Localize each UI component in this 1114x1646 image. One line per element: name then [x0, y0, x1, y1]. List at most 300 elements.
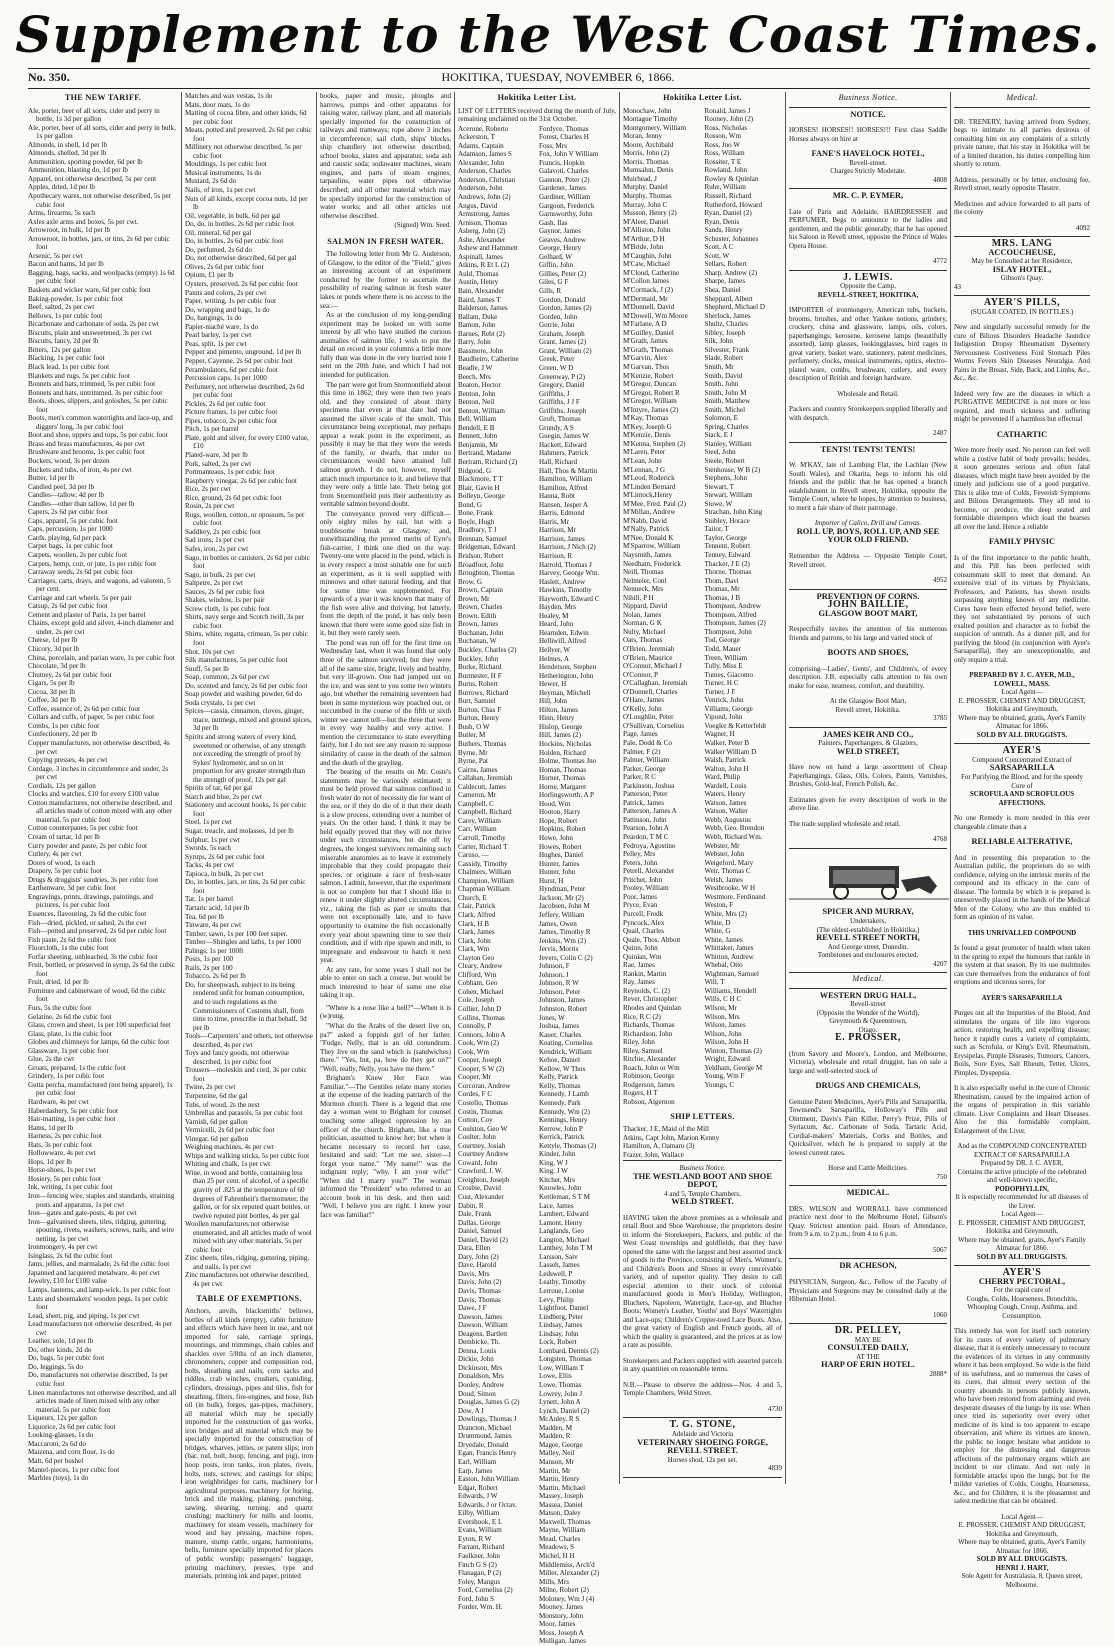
letter-name: Brown, Charles: [458, 603, 503, 612]
letter-name: M'Kenna, Stephen (2): [623, 439, 686, 448]
letter-name: Neill, Thomas: [623, 568, 664, 577]
salmon-paragraph: The parr were got from Stormontfield about this time in 1862; they were then two years old, and they consisted of about thirty specimens that even at that date had not assumed the silver scale of the smolt. This circumstance being exceptional, may perhaps appear a weak point in the experiment, as possibly it may be that they were the weeds of the family, or dwarfs, that under no circumstances would have attained full salmon growth. I do not, however, myself attach much importance to it, and believe that they were only a little late. Their being got from Stormontfield puts their authenticity as veritable salmon beyond doubt.: [320, 380, 451, 509]
tariff-item: Candied peel, 3d per lb: [28, 482, 94, 491]
eymer-number: 4772: [933, 257, 947, 266]
salmon-paragraph: The conveyance proved very difficult—only eighty miles by rail, but with a troublesome break at Glasgow; and, notwithstanding the proved merits of Eyre's fish-carrier, I think one died on the way. Twenty-one were placed in the pond, which is in every respect a most suitable one for such an experiment, as it is well supplied with minnows and other natural feeding, and that for some time was supplemented. For upwards of a year it was known that many of the fish were alive and thriving, but latterly, from the depth of the pond, it has only been known that there were some good size fish in it, but they were rarely seen.: [320, 509, 451, 638]
tariff-item: Cards, playing, 6d per pack: [28, 533, 107, 542]
letter-name: Voegler & Ketterfeldt: [704, 721, 767, 730]
letter-name: Steel, John: [704, 448, 736, 457]
article-column: [320, 92, 451, 1482]
letter-name: Connolly, P: [458, 1022, 492, 1031]
letter-name: Stephens, John: [704, 474, 748, 483]
sars-body2: And in presenting this preparation to the Australian public, the proprietors do so with confidence, relying on the intrinsic merits of the compound and its efficacy in the cure of disease. The formula by which it is prepared is unreservedly placed in the hands of the Medical Men of the Colony, who are thus enabled to form an opinion of its value.: [954, 853, 1090, 922]
letter-name: Horlingsworth, A P: [539, 791, 594, 800]
letter-name: Pryce, Evan: [623, 901, 658, 910]
letter-name: Hamilton, William: [539, 475, 593, 484]
letter-name: Chapman William: [458, 885, 510, 894]
jokes-section: [320, 1004, 451, 1220]
letter-name: Kerrow, John P: [539, 1124, 583, 1133]
letter-name: Earp, James: [458, 1466, 493, 1475]
letter-name: Langton, Michael: [539, 1235, 590, 1244]
letter-name: Heard, John: [539, 620, 574, 629]
tariff-item: Candles—tallow, 4d per lb: [28, 491, 104, 500]
letter-name: Lace, James: [539, 1201, 574, 1210]
letter-name: Vipond, John: [704, 713, 743, 722]
tariff-item: Tinware, 4s per cwt: [185, 921, 242, 930]
letter-name: Graham, Joseph: [539, 329, 585, 338]
tariff-item: Jams, jellies, and marmalade, 2s 6d the cubic foot: [28, 1260, 170, 1269]
letter-name: Brown, Mr: [458, 594, 490, 603]
tariff-item: Grindery, 1s per cubic foot: [28, 1072, 105, 1081]
letter-name: Hall, Richard: [539, 457, 578, 466]
tariff-item: Cheese, 1d per lb: [28, 636, 78, 645]
letter-name: Byrne, Pat: [458, 757, 488, 766]
letter-name: Dabin, R: [458, 1201, 484, 1210]
letter-name: Murray, John C: [623, 200, 668, 209]
stone-sub: Adelaide and Victoria: [671, 1430, 734, 1438]
letter-name: Palmer, F (2): [623, 747, 661, 756]
letter-name: Costello, Thomas: [458, 1098, 508, 1107]
letter-name: Greenway, P (2): [539, 372, 585, 381]
letter-name: Rooney, John (2): [704, 115, 754, 124]
letter-name: Benjamin, Mr: [458, 440, 498, 449]
tariff-item: Oil, vegetable, in bulk, 6d per gal: [185, 211, 281, 220]
letter-name: Muirhead, J: [623, 174, 657, 183]
spicer-street: REVELL STREET NORTH,: [816, 933, 920, 943]
tariff-item: Bonnets and hats, trimmed, 5s per cubic foot: [28, 380, 156, 389]
column-divider: [454, 92, 455, 1484]
letter-name: Stack, E J: [704, 431, 733, 440]
letter-name: Stewart, T: [704, 482, 734, 491]
letter-name: Lasseh, James: [539, 1261, 580, 1270]
tariff-item: Coffee, 3d per lb: [28, 696, 76, 705]
letter-name: O'Kelly, John: [623, 704, 662, 713]
letter-name: O'Brien, Maurice: [623, 653, 673, 662]
letter-name: Giles, G F: [539, 278, 569, 287]
letter-name: Strachan, John King: [704, 508, 763, 517]
cherry-list: Coughs, Colds, Hoarseness, Bronchitis, Whooping Cough, Croup, Asthma, and Consumption.: [966, 1294, 1078, 1320]
baillie-foot: Revell street, Hokitika.: [835, 705, 901, 714]
letter-name: Mumsalun, Denis: [623, 166, 674, 175]
stone-street: REVELL STREET.: [667, 1446, 738, 1456]
letter-name: Evershook, E L: [458, 1517, 503, 1526]
letter-name: Mooney, James: [539, 1603, 584, 1612]
letter-name: Rever, Christopher: [623, 995, 677, 1004]
letter-name: Davis, Thomas: [458, 1287, 501, 1296]
sars-for: For Purifying the Blood, and for the speedy Cure of: [960, 773, 1084, 790]
letter-name: Alexander, John: [458, 158, 505, 167]
letter-name: Caldecutt, James: [458, 782, 507, 791]
tariff-item: Blankets and rugs, 5s per cubic foot: [28, 371, 130, 380]
tariff-item: Pepper and pimento, unground, 1d per lb: [185, 348, 302, 357]
letter-name: Hunter, James: [539, 859, 580, 868]
tariff-item: Chutney, 2s 6d per cubic foot: [28, 670, 112, 679]
letter-name: Hockins, Nicholas: [539, 740, 592, 749]
top-rule: [28, 68, 1090, 69]
letter-name: Cleary, Andrew: [458, 962, 503, 971]
letter-name: Clark, John: [458, 936, 491, 945]
letter-name: Kennedy, J Lamb: [539, 1090, 589, 1099]
letter-name: Burrows, Richard: [458, 688, 509, 697]
letter-name: Gargoon, Frederick: [539, 201, 595, 210]
letter-name: Nihill, P H: [623, 593, 654, 602]
tariff-item: Paper, writing, 1s per cubic foot: [185, 297, 276, 306]
letter-name: Massey, Joseph: [539, 1492, 584, 1501]
letter-name: Nippard, David: [623, 602, 668, 611]
letter-name: M'Lennan, J G: [623, 465, 666, 474]
letter-name: Watson, Walter: [704, 807, 748, 816]
salmon-paragraph: As at the conclusion of my long-pending experiment may be looked on with some interest by all who have studied the curious anomalies of salmon life, I wish to put the detail on record in your columns a little more fully than was done in the very hurried note I sent on the 20th June, and which I had not intended for publication.: [320, 311, 451, 379]
sars-agent: Local Agent—: [1001, 1210, 1043, 1219]
tariff-item: Caps, apparel, 5s per cubic foot: [28, 516, 118, 525]
tariff-item: Shirts, white, regatta, crimean, 5s per cubic foot: [185, 630, 308, 647]
ayer-prep: PREPARED BY J. C. AYER, M.D., LOWELL, MASS.: [969, 671, 1075, 688]
tariff-item: Do, not otherwise described, 6d per gal: [185, 254, 297, 263]
letter-name: O'Sullivan, Cornelius: [623, 721, 685, 730]
tariff-item: Soap, common, 2s 6d per cwt: [185, 673, 270, 682]
letter-name: Cassidy, Timothy: [458, 859, 508, 868]
letter-name: Forder, Wm. H.: [458, 1603, 503, 1612]
header-rule: [28, 88, 1090, 89]
tariff-item: Screw cloth, 1s per cubic foot: [185, 604, 270, 613]
letter-name: O'Connor, Michael J: [623, 662, 682, 671]
tariff-item: Matches and wax vestas, 1s do: [185, 92, 273, 100]
letter-name: M'Farlane, A D: [623, 320, 667, 329]
letter-name: Poor, James: [623, 892, 657, 901]
letter-name: Grant, William (2): [539, 346, 592, 355]
letter-name: Haslett, Andrew: [539, 577, 586, 586]
tariff-item: Rosin, 2s per cwt: [185, 502, 235, 511]
letter-name: Sharp, Andrew (2): [704, 268, 758, 277]
letter-name: Barnes, Rebt (2): [458, 329, 505, 338]
tariff-item: Glassware, 1s per cubic foot: [28, 1046, 109, 1055]
letter-name: Clayton Geo: [458, 953, 495, 962]
letter-name: Boyle, Hugh: [458, 517, 495, 526]
letter-name: Connors, John A: [458, 1030, 506, 1039]
letter-name: Grundy, A S: [539, 423, 574, 432]
letter-name: Courtney Andrew: [458, 1150, 509, 1159]
letter-name: Treen, William: [704, 653, 748, 662]
letter-name: Bridgeman, Edward: [458, 543, 516, 552]
letter-names-left: [458, 125, 535, 1646]
medical-heading-2: Medical.: [1006, 93, 1038, 102]
tariff-item: Varnish, 6d per gallon: [185, 1117, 248, 1126]
sars-sub: Compound Concentrated Extract of: [972, 755, 1072, 764]
sars-name: AYER'S: [1002, 745, 1042, 757]
letter-name: Burton, Chas F: [458, 705, 502, 714]
letter-name: Egan, Francis Henry: [458, 1449, 517, 1458]
letter-name: Dara, Ellen: [458, 1244, 491, 1253]
tariff-item: Matting of cocoa fibre, and other kinds, 6d per cubic foot: [185, 109, 307, 126]
salmon-paragraph: The pond was run off for the first time on Wednesday last, when it was found that only three of the salmon survived; but they were all of the same size, bright, lively and healthy, but very ill-grown. One had jumped out on the ice, and was sent to you some two winters ago, but whether the remaining seventeen had been in some mysterious way poached out, or succumbed in the course of the fifth or sixth winter we cannot tell—but the three that were in every way healthy and very active. I mention the circumstance to state everything fairly, but I do not see any reason to suppose similarity of cause in the death of the salmon and the death of the grayling.: [320, 638, 451, 767]
exemptions-heading: TABLE OF EXEMPTIONS.: [196, 1293, 302, 1303]
letter-name: Earl, William: [458, 1457, 497, 1466]
tariff-item: Mantel-pieces, 1s per cubic foot: [28, 1465, 120, 1474]
letter-name: Whittaker, James: [704, 944, 754, 953]
letter-name: Venrick, John: [704, 696, 744, 705]
tariff-item: Do, bags, 5s per cubic foot: [28, 1354, 105, 1363]
letter-name: Lambert, Edward: [539, 1210, 589, 1219]
letter-name: Geaves, Andrew: [539, 235, 586, 244]
letter-name: Hayworth, Edward C: [539, 594, 600, 603]
lewis-name: J. LEWIS.: [843, 271, 893, 283]
baillie-goods: BOOTS AND SHOES,: [827, 648, 909, 658]
letter-name: Todd, Mauer: [704, 645, 742, 653]
letter-name: Spring, Charles: [704, 422, 749, 431]
letter-name: O'Hare, James: [623, 696, 665, 705]
pelley-hotel: HARP OF ERIN HOTEL.: [821, 1360, 915, 1370]
letter-name: Clair, Patrick: [458, 902, 496, 911]
lewis-body: IMPORTER of ironmongery, American tubs, buckets, brooms, brushes, and other Yankee notions, grindery, crockery, china and glassware, lamps, oils, colors, paperhangings, kerosene, kerosene lamps (beautifully assorted), lamp glasses, lookingglasses, bird cages in great variety, basket ware, stationery, patent medicines, perfumery, clocks, musical instruments, optics, electro-plated ware, combs, brushware, cutlery, and every description of British and foreign hardware.: [789, 306, 947, 383]
cherry-where: Where may be obtained, gratis, Ayer's Family Almanac for 1866.: [958, 1538, 1086, 1555]
tariff-item: Pickles, 2s 6d per cubic foot: [185, 399, 266, 408]
letter-name: Pale, Dodd & Co: [623, 739, 672, 748]
cherry-title: CHERRY PECTORAL,: [978, 1276, 1066, 1286]
letter-name: Dembicke, Th.: [458, 1338, 501, 1347]
letter-name: Rossiter, T E: [704, 157, 742, 166]
business-notices-column: [789, 92, 947, 1482]
tariff-item: Hams, 1d per lb: [28, 1123, 74, 1132]
letter-name: Kitcher, Mrs: [539, 1175, 575, 1184]
letter-name: Davis, Mrs: [458, 1269, 490, 1278]
letter-name: Roach, John or Wm: [623, 1063, 680, 1072]
letter-name: Acerone, Roberto: [458, 124, 509, 133]
letter-name: Parker, R C: [623, 773, 657, 782]
tariff-item: Candles—other than tallow, 1d per lb: [28, 499, 135, 508]
letter-name: Lerroue, Lonise: [539, 1287, 585, 1296]
tariff-item: Glass, crown and sheet, 1s per 100 superficial feet: [28, 1021, 171, 1030]
letter-name: Wilson, Mrs: [704, 1012, 740, 1021]
letter-name: Cooper, S W (2): [458, 1064, 505, 1073]
tariff-item: Opium, £1 per lb: [185, 271, 234, 280]
tariff-item: Bellows, 1s per cubic foot: [28, 311, 103, 320]
letter-name: Kinder, John: [539, 1150, 576, 1159]
letter-name: Jenkins, Wm (2): [539, 936, 586, 945]
letter-name: Cook, Wm: [458, 1047, 490, 1056]
letter-name: Meadows, S: [539, 1543, 575, 1552]
tariff-item: Cutlery, 4s per cwt: [28, 850, 82, 859]
tents-ad: [789, 443, 947, 590]
letter-name: Wills, C H C: [704, 995, 742, 1004]
tents-number: 4952: [933, 576, 947, 585]
tariff-item: Brass and brass manufactures, 4s per cwt: [28, 439, 145, 448]
lewis-foot: Packers and country Storekeepers supplied liberally and with despatch.: [789, 405, 947, 422]
cherry-agent2: Sole Agent for Australasia, 8, Queen street, Melbourne.: [961, 1572, 1083, 1589]
letter-name: Murphy, Thomas: [623, 192, 672, 201]
letter-name: Sellars, Robert: [704, 260, 747, 269]
letter-name: Ackerston, T: [458, 133, 495, 142]
tariff-item: Ammunition, blasting do, 1d per lb: [28, 166, 128, 175]
tariff-item: Hardware, 4s per cwt: [28, 1097, 89, 1106]
spicer-foot: Tombstones and enclosures erected.: [817, 951, 919, 960]
tariff-item: Axles axle arms and boxes, 5s per cwt.: [28, 217, 139, 226]
tariff-item: Almonds, in shell, 1d per lb: [28, 140, 108, 149]
stone-number: 4839: [768, 1464, 782, 1473]
tariff-item: Tacks, 4s per cwt: [185, 861, 235, 870]
letter-name: Foss, Mrs: [539, 141, 567, 150]
letter-list-intro: LIST OF LETTERS received during the month of July, remaining unclaimed on the 31st October.: [458, 106, 616, 124]
letter-name: Dickinson, Mrs: [458, 1363, 503, 1372]
tariff-item: Do, leggings, 5s do: [28, 1362, 83, 1371]
pelley-at: AT THE: [856, 1352, 880, 1361]
tariff-item: Cream of tartar, 1d per lb: [28, 833, 100, 842]
letter-name: Clifford, Wm: [458, 970, 497, 979]
tariff-item: Jewelry, £10 for £100 value: [28, 1277, 107, 1286]
letter-name: Quail, Charles: [623, 927, 664, 936]
letter-name: Hamilton, Alfred: [539, 483, 588, 492]
letter-name: Malley, Neil: [539, 1449, 575, 1458]
letter-name: Edgar, Robert: [458, 1483, 498, 1492]
tariff-item: Rails, 2s per 100: [185, 963, 233, 972]
drug-sub2: (Opposite the Wonder of the World),: [816, 1008, 920, 1017]
letter-name: M'Kenzie, Denis: [623, 431, 671, 440]
letter-name: Monochaw, John: [623, 106, 672, 115]
letter-name: Turner, J F: [704, 687, 736, 696]
trenery-ad: [954, 107, 1090, 238]
letter-name: Dooley, Andrew: [458, 1381, 505, 1390]
letter-name: Caruso, —: [458, 851, 489, 860]
sars-unrivalled: THIS UNRIVALLED COMPOUND: [967, 928, 1077, 937]
letter-name: Francis, Hopkin: [539, 158, 585, 167]
letter-name: Wightman, Samuel: [704, 969, 759, 978]
tariff-item: Ironmongery, 4s per cwt: [28, 1243, 98, 1252]
letter-name: Healey, M: [539, 611, 569, 620]
sars-reliable: RELIABLE ALTERATIVE,: [971, 837, 1073, 847]
tariff-item: Hats, 3s per cubic foot: [28, 1140, 93, 1149]
cherry-agent: Local Agent—: [1001, 1512, 1043, 1521]
letter-name: Faulkner, John: [458, 1551, 500, 1560]
letter-name: Barry, John: [458, 338, 491, 347]
sars-title: SARSAPARILLA: [989, 763, 1055, 773]
horses-ad: [789, 107, 947, 190]
letter-name: Matson, Daley: [539, 1509, 581, 1518]
letter-name: Jeffery, William: [539, 910, 585, 919]
tariff-item: Plated-ware, 3d per lb: [185, 450, 248, 459]
letter-name: Byrne, Mr: [458, 748, 488, 757]
letter-name: M'Gregor, Robert R: [623, 388, 680, 397]
tariff-item: Weighing machines, 4s per cwt: [185, 1143, 274, 1152]
letter-name: M'Donnell, David: [623, 303, 675, 312]
letter-name: M'Bride, John: [623, 243, 664, 252]
tariff-item: Sugar, treacle, and molasses, 1d per lb: [185, 827, 294, 836]
letter-name: Nelmeier, Conl: [623, 576, 667, 585]
tariff-item: Marbles (toys), 1s do: [28, 1474, 89, 1483]
tariff-item: Caps, percussion, 1s per 1000: [28, 525, 113, 534]
letter-name: Weigeford, Mary: [704, 858, 754, 867]
tents-importer: Importer of Calico, Drill and Canvas.: [814, 519, 922, 528]
tariff-item: Gutta percha, manufactured (not being apparel), 1s per cubic foot: [28, 1080, 173, 1098]
tariff-item: Bacon and hams, 1d per lb: [28, 260, 104, 269]
letter-name: Clark, Alfred: [458, 910, 496, 919]
letter-name: Doud, Simon: [458, 1389, 496, 1398]
letter-name: Burns, Robert: [458, 680, 498, 689]
tariff-item: Horse-shoes, 1s per cwt: [28, 1166, 96, 1175]
letter-name: Ledswell, P: [539, 1269, 573, 1278]
tariff-item: Carraway seeds, 2s 6d per cubic foot: [28, 568, 133, 577]
wilson-body: DRS. WILSON and WORRALL have commenced practice next door to the Melbourne Hotel, Gibson's Quay. Strictest attention paid. Hours of Attendance, from 9 a.m. to 2 p.m.; from 4 to 6 p.m.: [789, 1204, 947, 1239]
letter-name: Dow, A J: [458, 1406, 484, 1415]
drug-number: 750: [936, 1172, 947, 1181]
letter-name: Kerrick, Patrick: [539, 1133, 585, 1142]
letter-name: Benton, Neil: [458, 398, 495, 407]
column-divider: [785, 92, 786, 1484]
letter-name: Tully, Miss E: [704, 662, 743, 671]
letter-name: Easton, John William: [458, 1475, 519, 1484]
letter-name: Hilton, James: [539, 705, 579, 714]
letter-name: Helliwill, Alfred: [539, 637, 586, 646]
letter-name: Carey, William: [458, 816, 501, 825]
tariff-item: Toys and fancy goods, not otherwise described, 1s per cubic foot: [185, 1049, 289, 1066]
keir-body3: The trade supplied wholesale and retail.: [789, 819, 901, 828]
letter-name: Kelly, Thomas: [539, 1081, 581, 1090]
letter-name: Magee, George: [539, 1440, 583, 1449]
letter-name: Heyman, Mitchell: [539, 688, 591, 697]
letter-name: Blackmore, T T: [458, 475, 503, 484]
letter-name: Gash, Ilas: [539, 218, 568, 227]
letter-name: Thompson, Andrew: [704, 602, 761, 611]
letter-name: Dale, Frank: [458, 1210, 492, 1219]
tariff-item: Portmanteaus, 1s per cubic foot: [185, 468, 275, 477]
letter-name: Hellyer, W: [539, 646, 571, 654]
letter-name: Horner, Thomas: [539, 774, 586, 783]
sars-sold: SOLD BY ALL DRUGGISTS.: [976, 1252, 1068, 1261]
letter-name: Lamont, Henry: [539, 1218, 583, 1227]
tariff-item: Trousers—moleskin and cord, 3s per cubic foot: [185, 1066, 307, 1083]
tariff-item: Iron—galvanised sheets, tiles, ridging, guttering, spouting, rivets, washers, screws, nails, and wire netting, 1s per cwt: [28, 1217, 175, 1243]
drug-sub: Revell-street: [850, 1000, 886, 1009]
letter-name: Cameron, Mr: [458, 791, 497, 800]
letter-name: Leathy, Timothy: [539, 1278, 586, 1287]
tariff-item: Safes, iron, 2s per cwt: [185, 544, 249, 553]
letter-name: Lindsay, James: [539, 1321, 583, 1330]
letter-name: Harvey, George Wm.: [539, 569, 600, 578]
tariff-item: Shakes, window, 1s per pair: [185, 596, 265, 605]
letter-name: Hunter, John: [539, 868, 576, 877]
letter-name: Holden, Richard: [539, 748, 586, 757]
keir-ad: [789, 728, 947, 849]
drug-body2: Genuine Patent Medicines, Ayer's Pills and Sarsaparilla, Townsend's Sarsaparilla, Holloway's Pills and Ointment, Davis's Pain Killer, Perry's Prize, Pills of Syriacum, &c. Carbonate of Soda, Tartaric Acid, Cordial-makers' Materials, Corks and Bottles, and Quicksilver, which he is prepared to supply at the lowest current rates.: [789, 1097, 947, 1157]
letter-name: Burton, Henry: [458, 714, 499, 723]
tariff-item: Do, in bottles, 2s 6d per cubic foot: [185, 237, 284, 246]
tariff-item: Timber, sawn, 1s per 100 feet super.: [185, 929, 288, 938]
letter-name: Buchanan, W: [458, 637, 497, 646]
tariff-item: Do, other kinds, 2d do: [28, 1345, 92, 1354]
letter-name: Davis, John (2): [458, 1278, 502, 1287]
tariff-item: Drapery, 5s per cubic foot: [28, 867, 102, 876]
tariff-item: Boot and shoe, uppers and tops, 5s per cubic foot: [28, 431, 168, 440]
letter-name: Wardell, Louis: [704, 781, 747, 790]
letter-name: Dowlings, Thomas J: [458, 1415, 517, 1424]
letter-name: Costin, Thomas: [458, 1107, 503, 1116]
ayer-sold: SOLD BY ALL DRUGGISTS.: [976, 730, 1068, 739]
letter-name: Stanley, William: [704, 439, 752, 448]
letter-name: Miller, Alexander (2): [539, 1569, 600, 1578]
letter-name: Greek, Peter: [539, 355, 575, 364]
letter-name: Courtney, Josiah: [458, 1141, 506, 1150]
keir-name: JAMES KEIR AND CO.,: [822, 729, 914, 739]
tariff-item: Apparel, not otherwise described, 5s per cent: [28, 174, 157, 183]
tariff-item: Essences, flavouring, 2s 6d the cubic foot: [28, 909, 147, 918]
ship-letters: Thacker, J E, Maid of the Mill Atkins, Capt John, Marion Kenny Hamilton, A, Oamaru (3) Frazer, John, Wallace: [623, 1125, 720, 1159]
letter-name: M'Mee, Fred. Paul (2): [623, 499, 686, 508]
tariff-item: Tea, 6d per lb: [185, 912, 224, 921]
letter-name: O'Callaghan, Jeremiah: [623, 679, 688, 688]
tariff-item: Mouldings, 1s per cubic foot: [185, 160, 267, 169]
tariff-item: Cocoa, 3d per lb: [28, 687, 75, 696]
letter-name: White, Mrs (2): [704, 909, 747, 918]
salmon-article: [320, 250, 451, 1000]
letter-name: Watson, James: [704, 798, 747, 807]
